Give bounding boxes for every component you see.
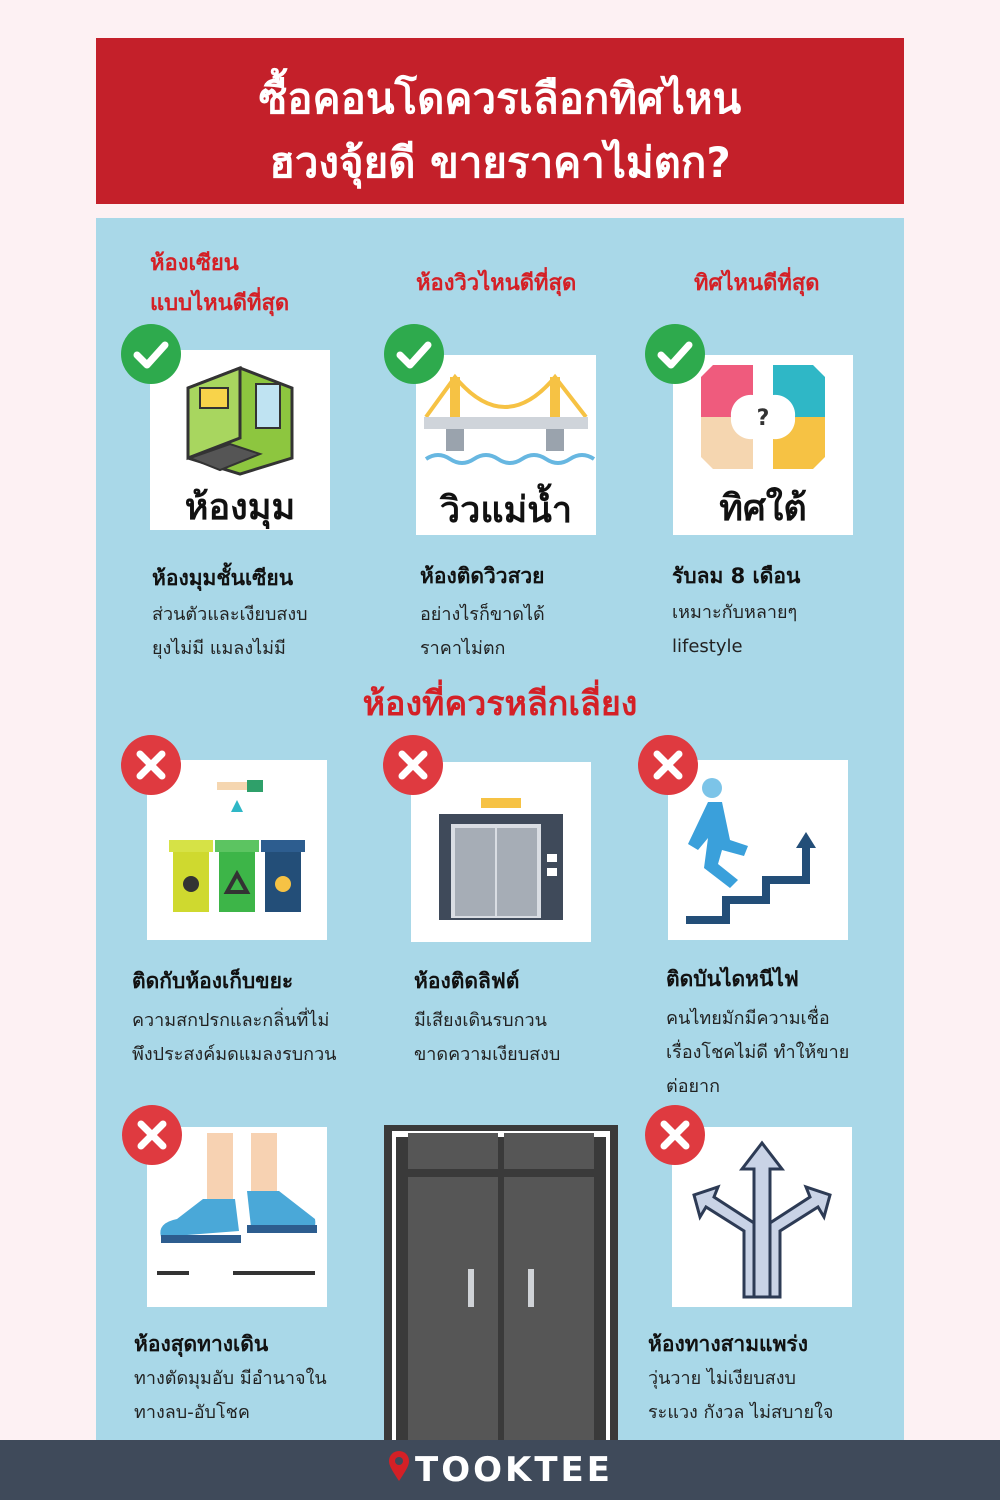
check-icon <box>121 324 181 384</box>
good-item-3-title: รับลม 8 เดือน <box>672 564 801 588</box>
check-icon <box>384 324 444 384</box>
category-label-1 <box>150 244 289 324</box>
map-pin-icon <box>387 1451 411 1492</box>
elevator-doors-illustration <box>384 1125 618 1445</box>
category-label-3: ทิศไหนดีที่สุด <box>694 271 820 296</box>
good-item-3-desc-1: เหมาะกับหลายๆ <box>672 602 798 623</box>
south-direction-label: ทิศใต้ <box>719 488 807 529</box>
brand-name: TOOKTEE <box>415 1450 613 1490</box>
good-item-1-title: ห้องมุมชั้นเซียน <box>152 566 294 590</box>
bad-item-1-desc-1: ความสกปรกและกลิ่นที่ไม่ <box>132 1010 330 1031</box>
bad-item-1-desc-2: พึงประสงค์มดแมลงรบกวน <box>132 1044 337 1065</box>
bad-item-2-desc-2: ขาดความเงียบสงบ <box>414 1044 561 1065</box>
bad-item-3-desc-3: ต่อยาก <box>666 1076 721 1097</box>
cross-icon <box>383 735 443 795</box>
check-icon <box>645 324 705 384</box>
bad-item-3-title: ติดบันไดหนีไฟ <box>666 967 799 991</box>
category-1-line-1: ห้องเซียน <box>150 251 239 276</box>
bad-item-1-title: ติดกับห้องเก็บขยะ <box>132 969 294 993</box>
page-title-line-1: ซื้อคอนโดควรเลือกทิศไหน <box>258 74 742 123</box>
bad-item-4-desc-2: ทางลบ-อับโชค <box>134 1402 250 1423</box>
bad-item-4-desc-1: ทางตัดมุมอับ มีอำนาจใน <box>134 1368 327 1389</box>
good-item-2-desc-2: ราคาไม่ตก <box>420 638 506 659</box>
cross-icon <box>645 1105 705 1165</box>
bad-item-5-desc-1: วุ่นวาย ไม่เงียบสงบ <box>648 1368 796 1389</box>
footer-brand <box>0 1450 1000 1492</box>
bad-item-3-desc-2: เรื่องโชคไม่ดี ทำให้ขาย <box>666 1042 850 1063</box>
bad-item-4-title: ห้องสุดทางเดิน <box>134 1332 269 1356</box>
title-banner <box>96 38 904 204</box>
category-label-2: ห้องวิวไหนดีที่สุด <box>416 271 577 296</box>
avoid-heading: ห้องที่ควรหลีกเลี่ยง <box>362 684 638 724</box>
elevator-doors-icon <box>384 1125 618 1445</box>
bad-item-5-title: ห้องทางสามแพร่ง <box>648 1332 808 1356</box>
page-title-line-2: ฮวงจุ้ยดี ขายราคาไม่ตก? <box>269 138 731 187</box>
bad-item-3-desc-1: คนไทยมักมีความเชื่อ <box>666 1008 830 1029</box>
category-1-line-2: แบบไหนดีที่สุด <box>150 291 290 316</box>
good-item-3-desc-2: lifestyle <box>672 636 743 657</box>
river-view-label: วิวแม่น้ำ <box>439 490 573 531</box>
good-item-1-desc-1: ส่วนตัวและเงียบสงบ <box>152 604 308 625</box>
cross-icon <box>121 735 181 795</box>
good-item-1-desc-2: ยุงไม่มี แมลงไม่มี <box>152 638 286 659</box>
svg-text:?: ? <box>756 406 770 431</box>
bad-item-2-title: ห้องติดลิฟต์ <box>414 969 520 993</box>
cross-icon <box>638 735 698 795</box>
corner-room-label: ห้องมุม <box>184 487 296 528</box>
bad-item-2-desc-1: มีเสียงเดินรบกวน <box>414 1010 547 1031</box>
good-item-2-title: ห้องติดวิวสวย <box>420 564 545 588</box>
cross-icon <box>122 1105 182 1165</box>
bad-item-5-desc-2: ระแวง กังวล ไม่สบายใจ <box>648 1402 834 1423</box>
good-item-2-desc-1: อย่างไรก็ขาดได้ <box>420 604 545 625</box>
